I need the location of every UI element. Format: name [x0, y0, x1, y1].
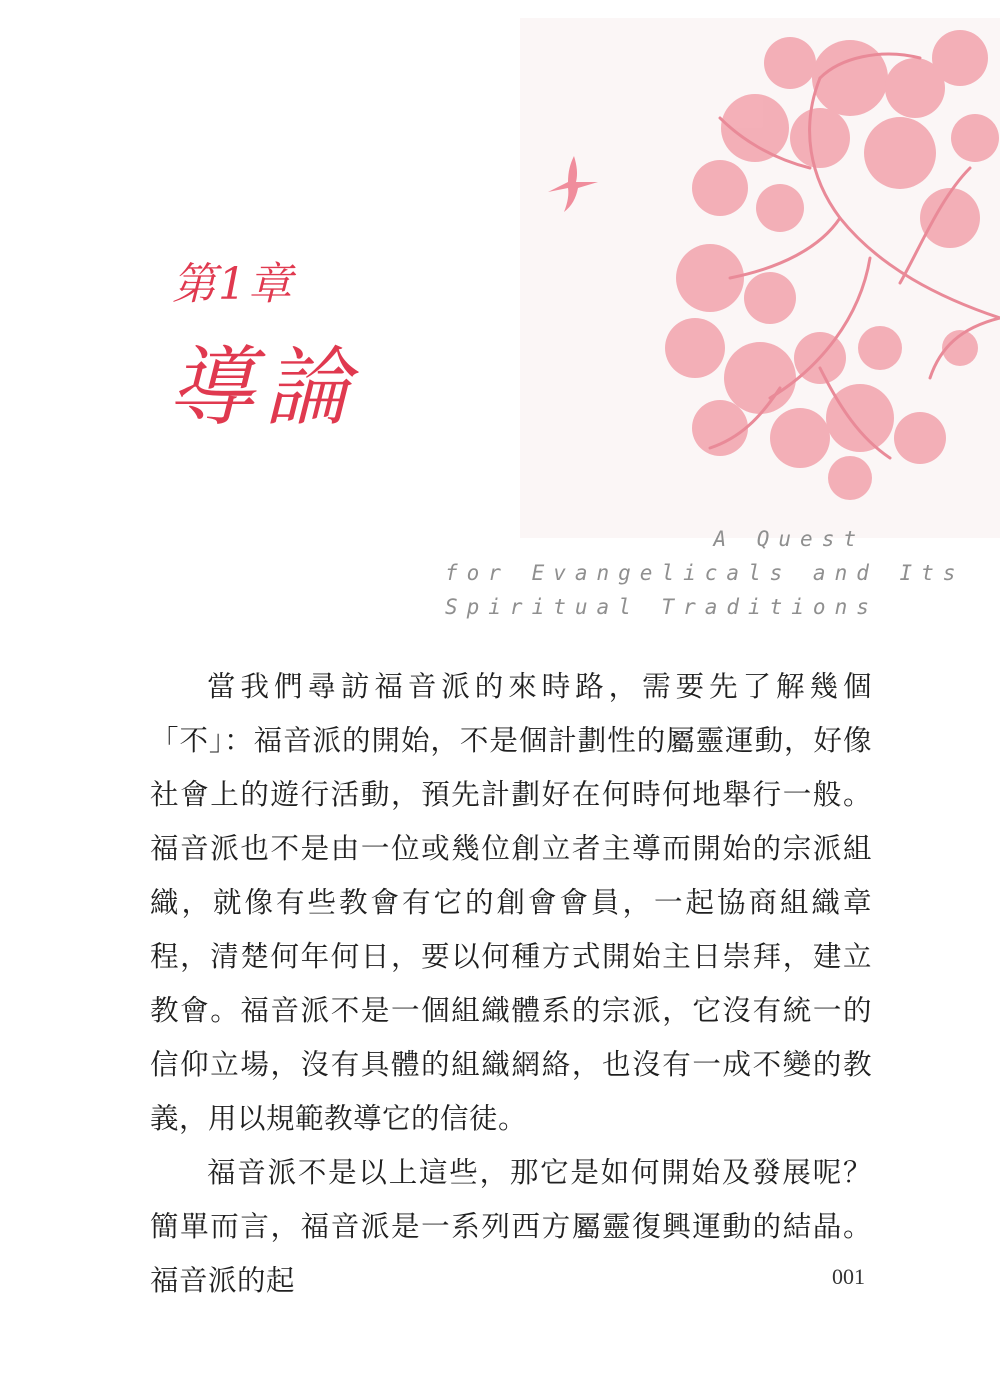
page-number: 001	[832, 1264, 865, 1289]
english-subtitle-line: A Quest	[713, 527, 865, 551]
body-paragraph: 當我們尋訪福音派的來時路，需要先了解幾個「不」：福音派的開始，不是個計劃性的屬靈運動，好像社會上的遊行活動，預先計劃好在何時何地舉行一般。福音派也不是由一位或幾位創立者主導而開始的宗派組織，就像有些教會有它的創會會員，一起協商組織章程，清楚何年何日，要以何種方式開始主日崇拜，建立教會。福音派不是一個組織體系的宗派，它沒有統一的信仰立場，沒有具體的組織網絡，也沒有一成不變的教義，用以規範教導它的信徒。	[150, 670, 872, 1135]
english-subtitle-line: for Evangelicals and Its	[445, 561, 965, 585]
body-paragraph: 福音派不是以上這些，那它是如何開始及發展呢？簡單而言，福音派是一系列西方屬靈復興運動的結晶。福音派的起	[150, 1156, 872, 1297]
english-subtitle	[445, 524, 965, 622]
body-text	[150, 660, 872, 1308]
chapter-title: 導論	[168, 338, 360, 438]
chapter-label: 第1章	[172, 259, 294, 310]
bird-silhouette	[544, 152, 602, 214]
blossom-tree-illustration	[520, 18, 1000, 538]
english-subtitle-line: Spiritual Traditions	[445, 595, 878, 619]
